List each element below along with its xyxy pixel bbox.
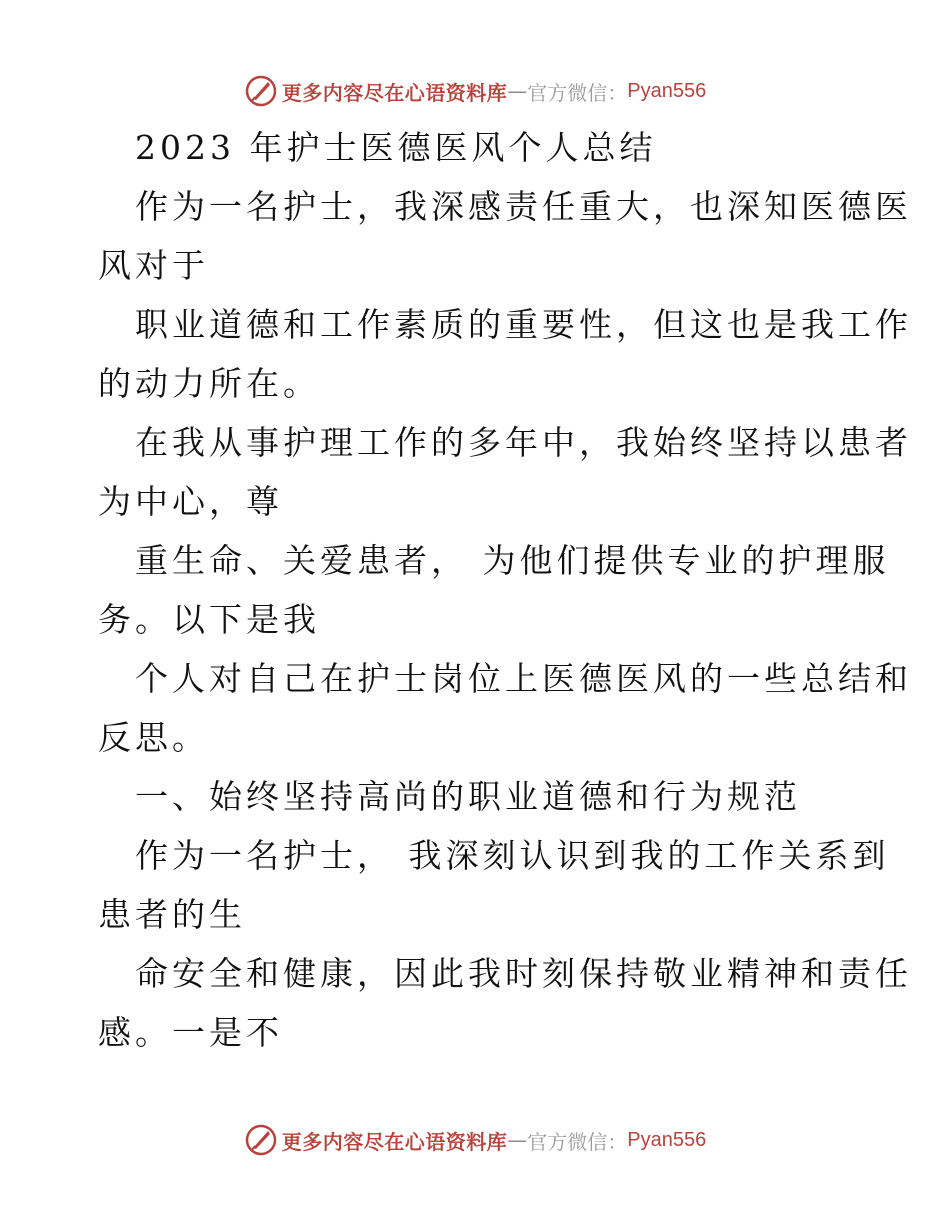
paragraph-line: 个人对自己在护士岗位上医德医风的一些总结和 (135, 659, 912, 698)
paragraph-line: 为中心，尊 (98, 482, 283, 521)
watermark-wechat-id: Pyan556 (627, 79, 707, 102)
paragraph-line: 感。一是不 (98, 1013, 283, 1052)
document-body (98, 118, 912, 1062)
paragraph-line: 重生命、关爱患者， 为他们提供专业的护理服 (135, 541, 890, 580)
paragraph-line: 反思。 (98, 718, 209, 757)
paragraph-line: 作为一名护士，我深感责任重大，也深知医德医 (135, 187, 912, 226)
paragraph-line: 的动力所在。 (98, 364, 320, 403)
paragraph-line: 命安全和健康，因此我时刻保持敬业精神和责任 (135, 954, 912, 993)
watermark-footer (0, 1120, 950, 1160)
watermark-text: 更多内容尽在心语资料库 (281, 80, 508, 105)
watermark-header (0, 71, 950, 111)
watermark-wechat-id: Pyan556 (627, 1128, 707, 1151)
section-heading: 一、始终坚持高尚的职业道德和行为规范 (135, 777, 801, 816)
watermark-wechat-label: 官方微信： (527, 80, 628, 105)
quill-seal-icon (244, 1123, 278, 1157)
paragraph-line: 务。以下是我 (98, 600, 320, 639)
watermark-separator: — (507, 79, 528, 103)
watermark-wechat-label: 官方微信： (527, 1129, 628, 1154)
paragraph-line: 患者的生 (98, 895, 246, 934)
watermark-separator: — (507, 1128, 528, 1152)
document-title: 2023 年护士医德医风个人总结 (135, 128, 657, 167)
watermark-text: 更多内容尽在心语资料库 (281, 1129, 508, 1154)
paragraph-line: 在我从事护理工作的多年中，我始终坚持以患者 (135, 423, 912, 462)
paragraph-line: 职业道德和工作素质的重要性，但这也是我工作 (135, 305, 912, 344)
paragraph-line: 作为一名护士， 我深刻认识到我的工作关系到 (135, 836, 890, 875)
paragraph-line: 风对于 (98, 246, 209, 285)
quill-seal-icon (244, 74, 278, 108)
